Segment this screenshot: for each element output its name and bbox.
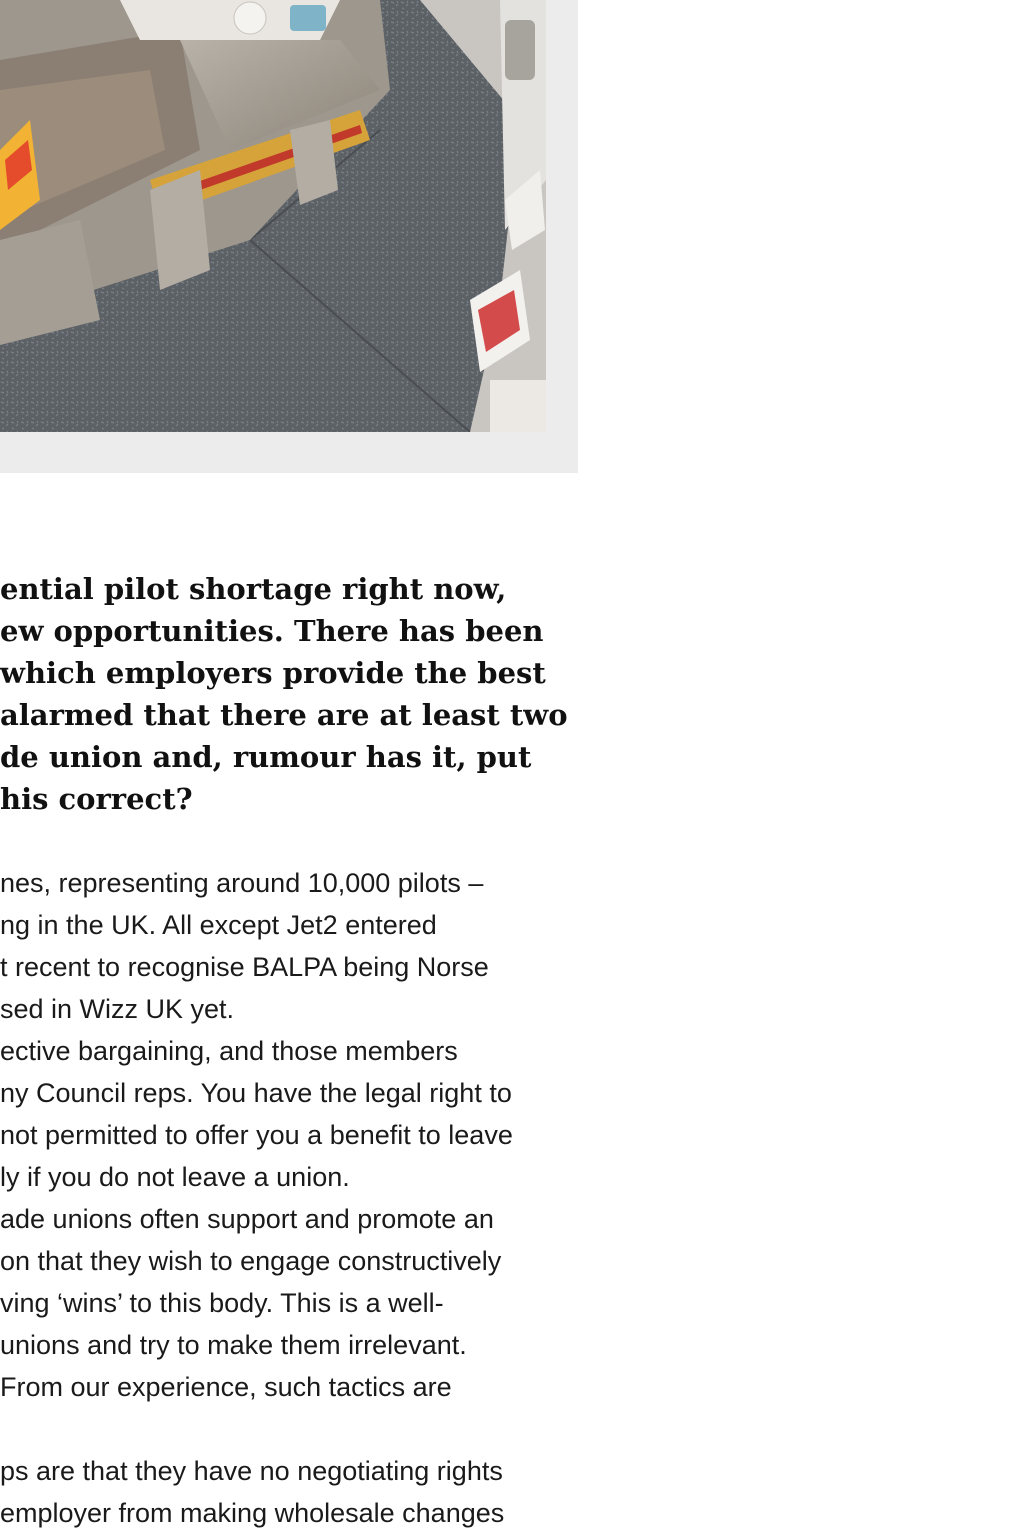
answer-line: ny Council reps. You have the legal right to bbox=[0, 1078, 512, 1108]
answer-line: ving ‘wins’ to this body. This is a well- bbox=[0, 1288, 444, 1318]
answer-line: sed in Wizz UK yet. bbox=[0, 994, 235, 1024]
answer-body bbox=[0, 862, 565, 1534]
photo-panel bbox=[0, 0, 578, 473]
answer-line: not permitted to offer you a benefit to leave bbox=[0, 1120, 513, 1150]
question-line: his correct? bbox=[0, 782, 193, 816]
answer-line: employer from making wholesale changes bbox=[0, 1498, 505, 1528]
question-line: de union and, rumour has it, put bbox=[0, 740, 532, 774]
question-heading bbox=[0, 568, 568, 820]
cabin-photo bbox=[0, 0, 546, 432]
answer-line: t recent to recognise BALPA being Norse bbox=[0, 952, 489, 982]
question-line: ew opportunities. There has been bbox=[0, 614, 544, 648]
answer-line: ade unions often support and promote an bbox=[0, 1204, 494, 1234]
question-line: which employers provide the best bbox=[0, 656, 546, 690]
question-line: ential pilot shortage right now, bbox=[0, 572, 507, 606]
answer-line: ly if you do not leave a union. bbox=[0, 1162, 350, 1192]
answer-line: on that they wish to engage constructively bbox=[0, 1246, 502, 1276]
answer-line: nes, representing around 10,000 pilots – bbox=[0, 868, 484, 898]
answer-line: ective bargaining, and those members bbox=[0, 1036, 458, 1066]
paragraph-break bbox=[0, 1408, 565, 1450]
question-line: alarmed that there are at least two bbox=[0, 698, 568, 732]
answer-line: ps are that they have no negotiating rights bbox=[0, 1456, 503, 1486]
answer-line: ng in the UK. All except Jet2 entered bbox=[0, 910, 437, 940]
answer-line: From our experience, such tactics are bbox=[0, 1372, 452, 1402]
answer-line: unions and try to make them irrelevant. bbox=[0, 1330, 467, 1360]
